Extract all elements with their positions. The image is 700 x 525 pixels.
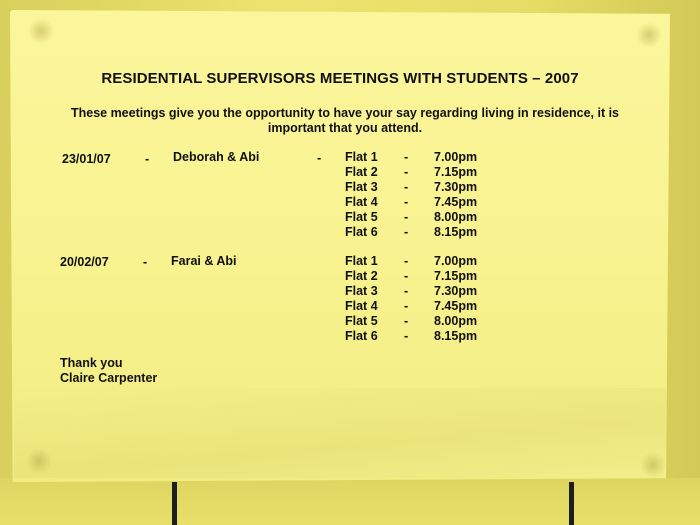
meeting-2-flat-6-time: 8.15pm [434,329,478,343]
tape-mark-top-right [636,22,662,48]
meeting-1-flat-5: Flat 5 [345,210,378,224]
meeting-2-flat-3-time: 7.30pm [434,284,478,298]
signoff-thanks: Thank you [60,356,123,370]
meeting-1-flat-4-dash: - [404,195,409,209]
meeting-2-flat-3: Flat 3 [345,284,378,298]
meeting-1-flat-4-time: 7.45pm [434,195,478,209]
tape-mark-top-left [28,18,54,44]
meeting-1-flat-6-time: 8.15pm [434,225,478,239]
signoff-name: Claire Carpenter [60,371,158,385]
meeting-1-dash-2: - [317,151,322,165]
meeting-2-flat-5: Flat 5 [345,314,378,328]
meeting-1-dash: - [145,152,150,166]
meeting-2-flat-2: Flat 2 [345,269,378,283]
meeting-2-flat-1-time: 7.00pm [434,254,478,268]
meeting-1-flat-1-dash: - [404,150,409,164]
meeting-2-flat-5-time: 8.00pm [434,314,478,328]
meeting-1-flat-1: Flat 1 [345,150,378,164]
tape-mark-bottom-right [640,452,666,478]
meeting-2-flat-1-dash: - [404,254,409,268]
meeting-2-flat-1: Flat 1 [345,254,378,268]
meeting-1-flat-2-time: 7.15pm [434,165,478,179]
meeting-1-flat-5-time: 8.00pm [434,210,478,224]
meeting-1-supervisors: Deborah & Abi [173,150,260,164]
signoff [60,356,157,386]
meeting-2-flat-5-dash: - [404,314,409,328]
tape-mark-bottom-left [26,448,52,474]
meeting-1-flat-3-time: 7.30pm [434,180,478,194]
meeting-2-flat-6-dash: - [404,329,409,343]
meeting-2-flat-4-dash: - [404,299,409,313]
meeting-2-flat-3-dash: - [404,284,409,298]
meeting-1-flat-2: Flat 2 [345,165,378,179]
meeting-2-flat-4: Flat 4 [345,299,378,313]
meeting-1-flat-3-dash: - [404,180,409,194]
meeting-2-dash: - [143,255,148,269]
meeting-1-flat-1-time: 7.00pm [434,150,478,164]
meeting-2-flat-2-time: 7.15pm [434,269,478,283]
meeting-2-supervisors: Farai & Abi [171,254,237,268]
meeting-2-flat-2-dash: - [404,269,409,283]
meeting-1-date: 23/01/07 [62,152,111,166]
meeting-1-flat-6-dash: - [404,225,409,239]
meeting-1-flat-3: Flat 3 [345,180,378,194]
board-edge-left [172,482,177,525]
notice-title: RESIDENTIAL SUPERVISORS MEETINGS WITH STUDENTS – 2007 [101,70,579,87]
meeting-1-flat-4: Flat 4 [345,195,378,209]
meeting-1-flat-2-dash: - [404,165,409,179]
meeting-2-flat-4-time: 7.45pm [434,299,478,313]
wall-lower [0,478,700,525]
meeting-1-flat-6: Flat 6 [345,225,378,239]
meeting-2-flat-6: Flat 6 [345,329,378,343]
board-edge-right [569,482,574,525]
meeting-1-flat-5-dash: - [404,210,409,224]
meeting-2-date: 20/02/07 [60,255,109,269]
notice-intro: These meetings give you the opportunity to have your say regarding living in residence, it is important that you attend. [70,106,620,135]
